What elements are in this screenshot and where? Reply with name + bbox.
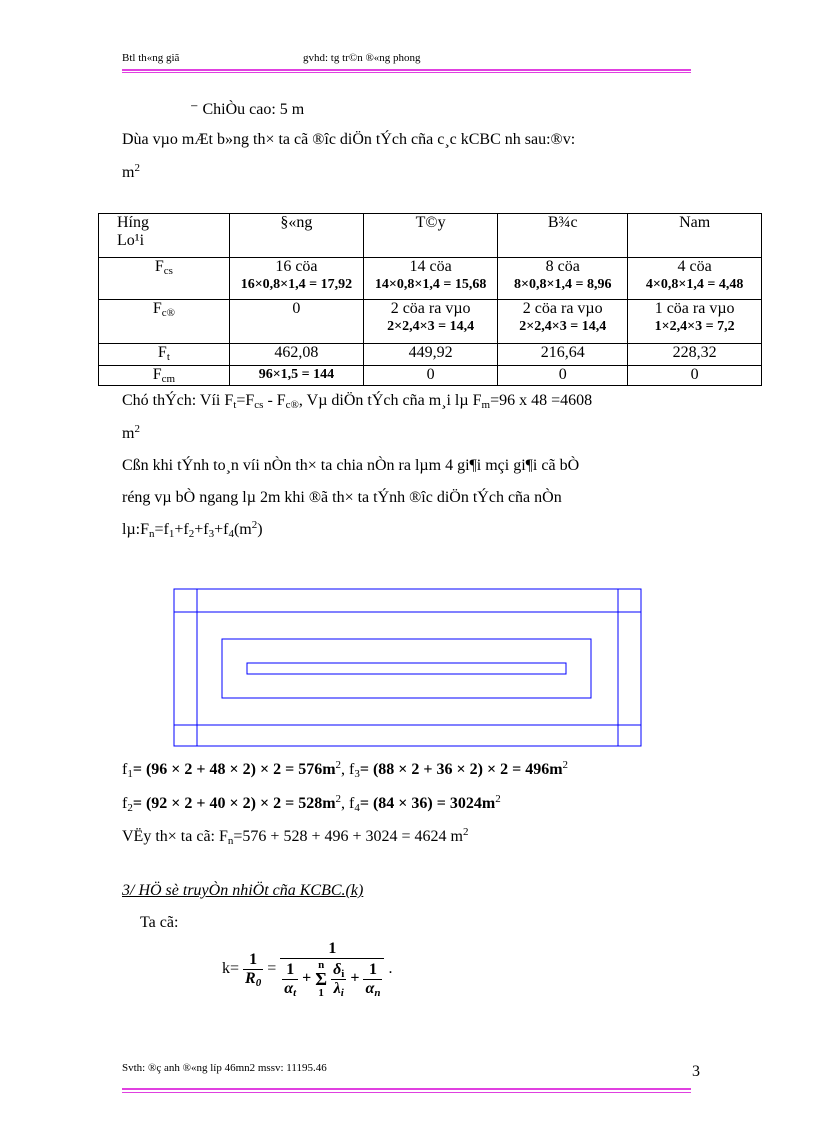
row-label: $F_{c®}$: [99, 300, 230, 344]
formula-f2-f4: $f_2= (92 \times 2 + 40 \times 2) \times 2 = 528m^2$, $f_4= (84 \times 36) = 3024m^2$: [122, 793, 501, 814]
paragraph-line: Cßn khi tÝnh to¸n víi nÒn th× ta chia nÒn ra lµm 4 gi¶i mçi gi¶i cã bÒ: [122, 457, 580, 474]
footer-left: Svth: ®ç anh ®«ng líp 46mn2 mssv: 11195.46: [122, 1062, 327, 1074]
table-cell: 0: [498, 366, 628, 386]
row-label: $F_{cs}$: [99, 258, 230, 300]
inner-zone: [247, 663, 566, 674]
unit-line-2: $m^2$: [122, 423, 140, 442]
table-cell: 2 cöa ra vµo 2×2,4×3 = 14,4: [364, 300, 498, 344]
table-cell: 16 cöa 16×0,8×1,4 = 17,92: [229, 258, 363, 300]
outer-zone: [174, 589, 641, 746]
formula-f1-f3: $f_1= (96 \times 2 + 48 \times 2) \times 2 = 576m^2$, $f_3= (88 \times 2 + 36 \times 2) \times 2 = 496m^2$: [122, 759, 569, 780]
col-header: Nam: [628, 214, 762, 258]
k-formula: k= $\frac{1}{R_0}$ = 1 $\frac{1}{\alpha_t}$ + n Σ 1 $\frac{\delta_i}{\lambda_i}$ + $\frac{1}{\alpha_n}$ .: [222, 940, 393, 999]
intro-line: Dùa vµo mÆt b»ng th× ta cã ®îc diÖn tÝch cña c¸c kCBC nh sau:®v:: [122, 131, 576, 148]
header-rule: [122, 69, 691, 71]
taca-line: Ta cã:: [140, 914, 179, 931]
note-line: Chó thÝch: Víi $F_t=F_{cs} - F_{c®}$, Vµ diÖn tÝch cña m¸i lµ $F_m=96$ x 48 =4608: [122, 392, 593, 411]
footer-rule: [122, 1088, 691, 1090]
table-cell: 228,32: [628, 344, 762, 366]
col-header: T©y: [364, 214, 498, 258]
footer-rule-thin: [122, 1092, 691, 1093]
floor-zones-diagram: [170, 586, 646, 750]
paragraph-line: réng vµ bÒ ngang lµ 2m khi ®ã th× ta tÝnh ®îc diÖn tÝch cña nÒn: [122, 489, 562, 506]
fraction-main: 1 $\frac{1}{\alpha_t}$ + n Σ 1 $\frac{\delta_i}{\lambda_i}$ + $\frac{1}{\alpha_n}$: [280, 940, 384, 999]
col-header: B¾c: [498, 214, 628, 258]
row-label: $F_t$: [99, 344, 230, 366]
table-cell: 2 cöa ra vµo 2×2,4×3 = 14,4: [498, 300, 628, 344]
table-cell: 1 cöa ra vµo 1×2,4×3 = 7,2: [628, 300, 762, 344]
table-cell: 4 cöa 4×0,8×1,4 = 4,48: [628, 258, 762, 300]
table-cell: 462,08: [229, 344, 363, 366]
table-cell: 0: [229, 300, 363, 344]
unit-line: $m^2$: [122, 162, 140, 181]
table-row: [99, 258, 762, 300]
table-cell: 449,92: [364, 344, 498, 366]
table-cell: 14 cöa 14×0,8×1,4 = 15,68: [364, 258, 498, 300]
table-row: [99, 300, 762, 344]
table-cell: 0: [628, 366, 762, 386]
section-heading: 3/ HÖ sè truyÒn nhiÖt cña KCBC.(k): [122, 882, 364, 899]
header-rule-thin: [122, 72, 691, 73]
total-line: VËy th× ta cã: $F_n=576 + 528 + 496 + 3024 = 4624$ $m^2$: [122, 826, 469, 847]
table-header-row: [99, 214, 762, 258]
table-cell: 96×1,5 = 144: [229, 366, 363, 386]
corner-cell: Híng Lo¹i: [99, 214, 230, 258]
fraction-r0: $\frac{1}{R_0}$: [245, 951, 262, 989]
height-line: ⁻ ChiÒu cao: 5 m: [190, 101, 305, 118]
header-left: Btl th«ng giã: [122, 52, 180, 64]
middle-zone: [222, 639, 591, 698]
table-cell: 0: [364, 366, 498, 386]
col-header: §«ng: [229, 214, 363, 258]
window-area-table: [98, 213, 762, 386]
page-number: 3: [692, 1063, 700, 1080]
paragraph-line: $l\mu:F_n=f_1+f_2+f_3+f_4(m^2)$: [122, 519, 263, 540]
row-label: $F_{cm}$: [99, 366, 230, 386]
table-row: [99, 344, 762, 366]
table-cell: 216,64: [498, 344, 628, 366]
header-right: gvhd: tg tr©n ®«ng phong: [303, 52, 421, 64]
table-row: [99, 366, 762, 386]
table-cell: 8 cöa 8×0,8×1,4 = 8,96: [498, 258, 628, 300]
bullet-dash: ⁻: [190, 101, 203, 118]
